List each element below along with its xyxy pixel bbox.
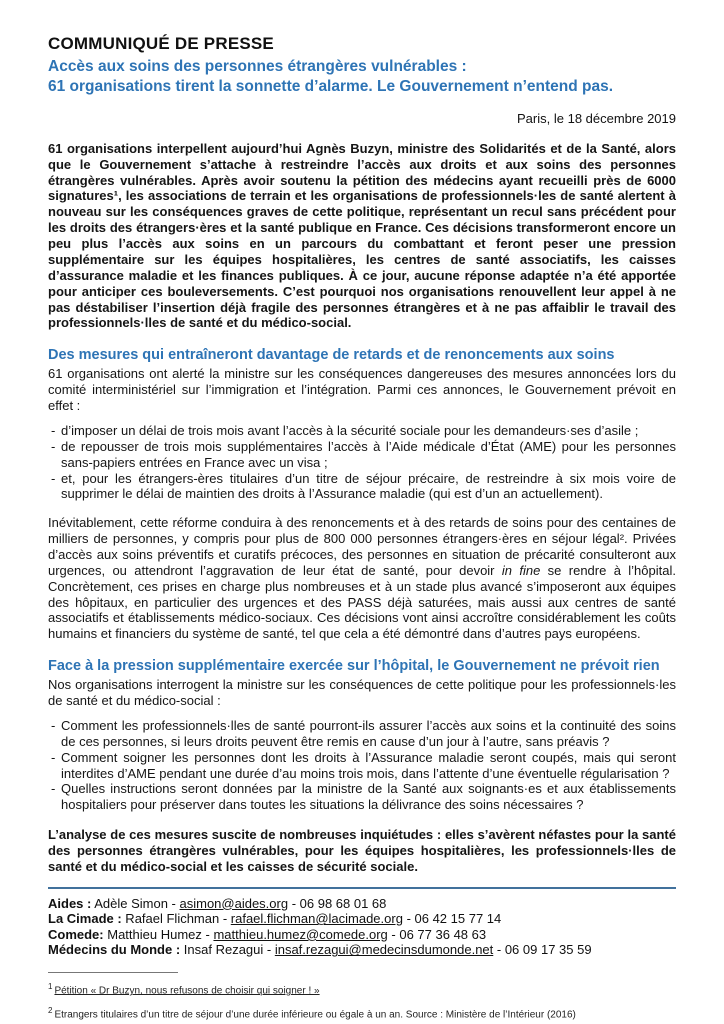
bullet-item [51, 471, 676, 503]
press-contacts [48, 896, 676, 958]
section-intro-measures: 61 organisations ont alerté la ministre sur les conséquences dangereuses des mesures annoncées lors du comité interministériel sur l’immigration et l’intégration. Parmi ces annonces, le Gouvernement prévoit en effet : [48, 366, 676, 414]
footnote-text: Etrangers titulaires d’un titre de séjour d’une durée inférieure ou égale à un an. Source : Ministère de l’Intérieur (2016) [54, 1009, 576, 1021]
contact-phone: - 06 42 15 77 14 [402, 911, 502, 927]
press-release-kicker: COMMUNIQUÉ DE PRESSE [48, 34, 274, 53]
footnote-divider-rule [48, 972, 178, 973]
contact-org: La Cimade : [48, 911, 122, 927]
footnote-marker: 1 [48, 982, 53, 992]
footnotes [48, 982, 676, 1022]
headline-line-1: Accès aux soins des personnes étrangères vulnérables : [48, 58, 467, 75]
bullet-dash: - [51, 717, 56, 733]
contact-email-link[interactable]: insaf.rezagui@medecinsdumonde.net [274, 942, 494, 958]
contact-name: Matthieu Humez - [103, 926, 214, 942]
footnote-petition-link[interactable]: Pétition « Dr Buzyn, nous refusons de choisir qui soigner ! » [54, 985, 320, 997]
contact-name: Adèle Simon - [91, 895, 180, 911]
contact-line-aides [48, 896, 676, 912]
footnote-marker: 2 [48, 1006, 53, 1016]
contact-line-mdm [48, 942, 676, 958]
impact-text-italic: in fine [501, 562, 541, 578]
contact-name: Insaf Rezagui - [180, 942, 275, 958]
bullet-text: d’imposer un délai de trois mois avant l’accès à la sécurité sociale pour les demandeurs·ses d’asile ; [61, 422, 639, 438]
bullet-dash: - [51, 781, 56, 797]
contact-line-comede [48, 927, 676, 943]
section-intro-pressure: Nos organisations interrogent la ministre sur les conséquences de cette politique pour les professionnels·les de santé et du médico-social : [48, 677, 676, 709]
bullet-text: Quelles instructions seront données par la ministre de la Santé aux soignants·es et aux établissements hospitaliers pour préserver dans toutes les situations la délivrance des soins nécessaires ? [61, 781, 676, 813]
bullet-dash: - [51, 438, 56, 454]
contact-line-cimade [48, 911, 676, 927]
contact-phone: - 06 98 68 01 68 [288, 895, 387, 911]
footnote-2 [48, 1006, 676, 1021]
questions-bullet-list [48, 718, 676, 813]
contact-email-link[interactable]: asimon@aides.org [179, 895, 289, 911]
bullet-item [51, 781, 676, 813]
contact-email-link[interactable]: rafael.flichman@lacimade.org [230, 911, 403, 927]
bullet-item [51, 423, 676, 439]
conclusion-paragraph: L’analyse de ces mesures suscite de nombreuses inquiétudes : elles s’avèrent néfastes pour la santé des personnes étrangères vulnérables, pour les équipes hospitalières, les professionnels·lles de santé et du médico-social et les caisses de sécurité sociale. [48, 827, 676, 874]
bullet-text: Comment soigner les personnes dont les droits à l’Assurance maladie seront coupés, mais qui seront interdites d’AME pendant une durée d’au moins trois mois, dans l’attente d’une éventuelle régularisation ? [61, 749, 676, 781]
contact-phone: - 06 77 36 48 63 [387, 926, 487, 942]
bullet-dash: - [51, 422, 56, 438]
contact-org: Aides : [48, 895, 92, 911]
bullet-text: de repousser de trois mois supplémentaires l’accès à l’Aide médicale d’État (AME) pour les personnes sans-papiers entrées en France avec un visa ; [61, 438, 676, 470]
section-heading-measures: Des mesures qui entraîneront davantage de retards et de renoncements aux soins [48, 347, 615, 364]
section-heading-pressure: Face à la pression supplémentaire exercée sur l’hôpital, le Gouvernement ne prévoit rien [48, 658, 660, 675]
bullet-item [51, 439, 676, 471]
bullet-dash: - [51, 470, 56, 486]
lead-paragraph: 61 organisations interpellent aujourd’hui Agnès Buzyn, ministre des Solidarités et de la Santé, alors que le Gouvernement s’attache à restreindre l’accès aux droits et aux soins des personnes étrangères vulnérables. Après avoir soutenu la pétition des médecins ayant recueilli près de 6000 signatures¹, les associations de terrain et les organisations de professionnels·les de santé alertent à nouveau sur les conséquences graves de cette politique, représentant un recul sans précédent pour les droits des étrangers·ères et la santé publique en France. Ces décisions transformeront encore un peu plus l’accès aux soins en un parcours du combattant et feront peser une pression supplémentaire sur les équipes hospitalières, les centres de santé associatifs, les caisses d’assurance maladie et les finances publiques. À ce jour, aucune réponse adaptée n’a été apportée pour anticiper ces bouleversements. C’est pourquoi nos organisations renouvellent leur appel à ne pas déstabiliser l’insertion déjà fragile des personnes étrangères et à ne pas affaiblir le travail des professionnels·lles de santé et du médico-social. [48, 140, 676, 331]
impact-paragraph [48, 515, 676, 642]
headline [48, 57, 676, 98]
contact-org: Comede: [48, 926, 104, 942]
contact-name: Rafael Flichman - [121, 911, 231, 927]
impact-text-end: se rendre à l’hôpital. Concrètement, ces prises en charge plus nombreuses et à un stade plus avancé s’imposeront aux équipes des hôpitaux, en particulier des urgences et des PASS déjà saturées, mais aussi aux centres de santé associatifs et établissements médico-sociaux. Ces décisions vont ainsi accroître considérablement les coûts humains et financiers du système de santé, tel que cela a été démontré dans d’autres pays européens. [48, 562, 676, 642]
impact-text-start: Inévitablement, cette réforme conduira à des renoncements et à des retards de soins pour des centaines de milliers de personnes, y compris pour plus de 800 000 personnes étrangers·ères en séjour légal². Privées d’accès aux soins préventifs et curatifs précoces, des personnes en situation de précarité consulteront aux urgences, ou attendront l’aggravation de leur état de santé, pour devoir [48, 515, 676, 578]
bullet-text: et, pour les étrangers-ères titulaires d’un titre de séjour précaire, de restreindre à six mois voire de supprimer le délai de maintien des droits à l’Assurance maladie (qui est d’un an actuellement). [61, 470, 676, 502]
bullet-item [51, 750, 676, 782]
contact-org: Médecins du Monde : [48, 942, 181, 958]
headline-line-2: 61 organisations tirent la sonnette d’alarme. Le Gouvernement n’entend pas. [48, 78, 614, 96]
contacts-divider-rule [48, 887, 676, 889]
footnote-1 [48, 982, 676, 997]
measures-bullet-list [48, 423, 676, 502]
bullet-text: Comment les professionnels·lles de santé pourront-ils assurer l’accès aux soins et la continuité des soins de ces personnes, si leurs droits peuvent être remis en cause d’un jour à l’autre, sans préavis ? [61, 717, 676, 749]
bullet-item [51, 718, 676, 750]
contact-email-link[interactable]: matthieu.humez@comede.org [213, 926, 388, 942]
contact-phone: - 06 09 17 35 59 [493, 942, 592, 958]
dateline: Paris, le 18 décembre 2019 [517, 110, 676, 126]
bullet-dash: - [51, 749, 56, 765]
